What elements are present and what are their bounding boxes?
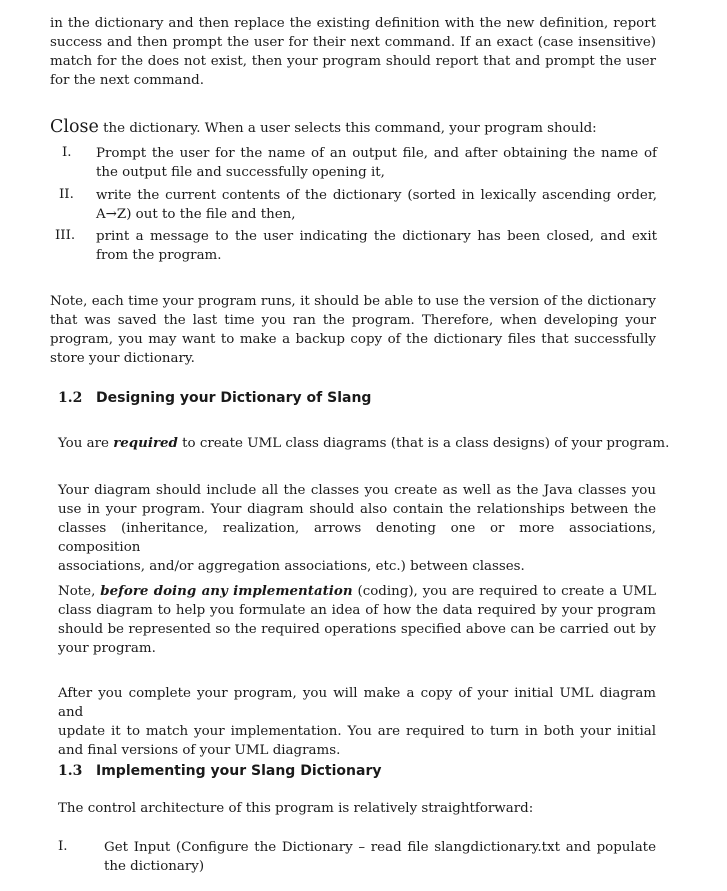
- list-numeral: III.: [55, 228, 76, 243]
- close-paragraph: [50, 118, 670, 138]
- after-line: After you complete your program, you will make a copy of your initial UML diagram and: [58, 686, 656, 720]
- note2-line: [58, 582, 656, 601]
- diagram-line: Your diagram should include all the classes you create as well as the Java classes you: [58, 483, 656, 498]
- note-line: that was saved the last time you ran the program. Therefore, when developing your: [50, 313, 656, 328]
- intro-paragraph: [50, 14, 656, 90]
- list-item: [96, 227, 657, 265]
- control-text: The control architecture of this program is relatively straightforward:: [58, 801, 534, 816]
- list-item-line: from the program.: [96, 248, 222, 263]
- list-numeral: II.: [59, 187, 74, 202]
- after-line: and final versions of your UML diagrams.: [58, 743, 341, 758]
- after-paragraph: [58, 684, 656, 760]
- list-item-line: A→Z) out to the file and then,: [96, 207, 296, 222]
- list-item-line: write the current contents of the dictionary (sorted in lexically ascending order,: [96, 188, 657, 203]
- note-line: Note, each time your program runs, it should be able to use the version of the dictionary: [50, 294, 656, 309]
- intro-line: for the next command.: [50, 73, 204, 88]
- list-item: [96, 186, 657, 224]
- intro-line: in the dictionary and then replace the existing definition with the new definition, report: [50, 16, 656, 31]
- required-text: to create UML class diagrams (that is a class designs) of your program.: [177, 436, 670, 451]
- close-description: the dictionary. When a user selects this command, your program should:: [98, 121, 597, 136]
- note2-text: Note,: [58, 584, 101, 599]
- section-title: Designing your Dictionary of Slang: [96, 390, 372, 406]
- diagram-line: use in your program. Your diagram should also contain the relationships between the: [58, 502, 656, 517]
- section-number: 1.2: [58, 390, 83, 406]
- intro-line: success and then prompt the user for their next command. If an exact (case insensitive): [50, 35, 656, 50]
- list-numeral: I.: [62, 145, 72, 160]
- note-line: store your dictionary.: [50, 351, 195, 366]
- control-paragraph: [58, 799, 658, 818]
- diagram-line: associations, and/or aggregation associations, etc.) between classes.: [58, 559, 525, 574]
- required-emphasis: required: [113, 435, 178, 451]
- section-number: 1.3: [58, 763, 83, 779]
- note2-text: (coding), you are required to create a UML: [352, 584, 656, 599]
- list-item-line: Prompt the user for the name of an output file, and after obtaining the name of: [96, 146, 657, 161]
- required-text: You are: [58, 436, 114, 451]
- section-heading: [58, 763, 381, 779]
- list-item: [104, 838, 656, 876]
- close-keyword: Close: [50, 117, 99, 137]
- section-heading: [58, 390, 371, 406]
- list-item-line: the output file and successfully opening it,: [96, 165, 385, 180]
- section-title: Implementing your Slang Dictionary: [96, 763, 382, 779]
- note2-line: class diagram to help you formulate an idea of how the data required by your program: [58, 603, 656, 618]
- list-item-line: the dictionary): [104, 859, 205, 874]
- after-line: update it to match your implementation. You are required to turn in both your initial: [58, 724, 656, 739]
- list-item-line: print a message to the user indicating the dictionary has been closed, and exit: [96, 229, 657, 244]
- required-paragraph: [58, 434, 678, 453]
- note-line: program, you may want to make a backup copy of the dictionary files that successfully: [50, 332, 656, 347]
- diagram-line: classes (inheritance, realization, arrows denoting one or more associations, composition: [58, 521, 656, 555]
- note-paragraph: [50, 292, 656, 368]
- list-numeral: I.: [58, 839, 68, 854]
- intro-line: match for the does not exist, then your program should report that and prompt the user: [50, 54, 656, 69]
- list-item-line: Get Input (Configure the Dictionary – read file slangdictionary.txt and populate: [104, 840, 656, 855]
- note2-paragraph: [58, 582, 656, 658]
- diagram-paragraph: [58, 481, 656, 576]
- note2-line: your program.: [58, 641, 156, 656]
- list-item: [96, 144, 657, 182]
- note2-line: should be represented so the required operations specified above can be carried out by: [58, 622, 656, 637]
- note2-emphasis: before doing any implementation: [100, 583, 353, 599]
